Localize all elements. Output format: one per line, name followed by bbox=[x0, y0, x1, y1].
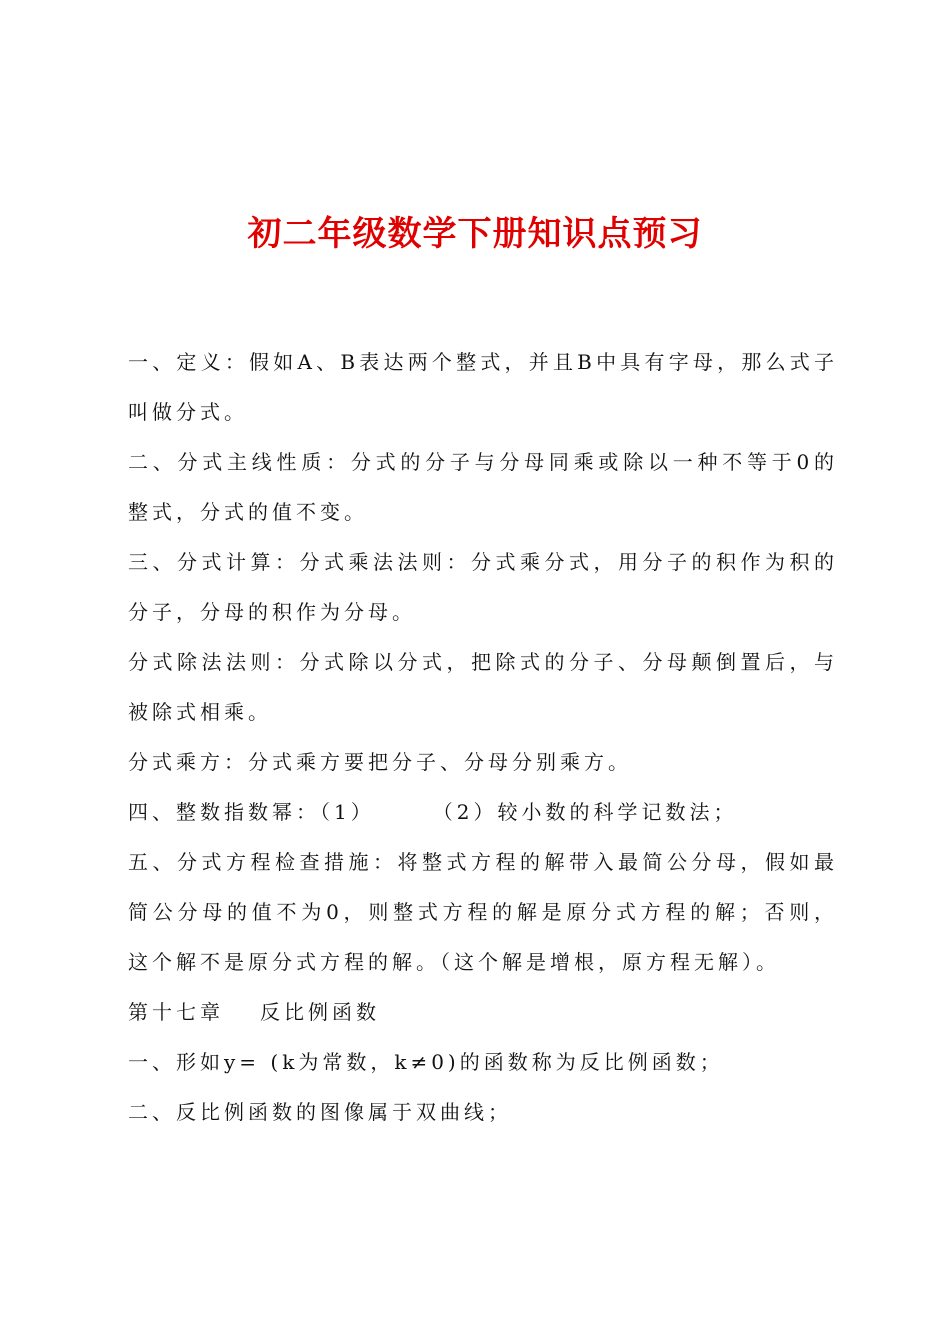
paragraph-fraction-definition: 一、定义：假如A、B表达两个整式，并且B中具有字母，那么式子 叫做分式。 bbox=[128, 350, 838, 424]
paragraph-fraction-multiplication: 三、分式计算：分式乘法法则：分式乘分式，用分子的积作为积的分子，分母的积作为分母。 bbox=[128, 550, 838, 624]
paragraph-fraction-power: 分式乘方：分式乘方要把分子、分母分别乘方。 bbox=[128, 750, 632, 774]
paragraph-fractional-equation-check: 五、分式方程检查措施：将整式方程的解带入最简公分母，假如最简公分母的值不为0，则整式方程的解是原分式方程的解；否则，这个解不是原分式方程的解。（这个解是增根，原方程无解）。 bbox=[128, 850, 838, 974]
paragraph-inverse-function-graph: 二、反比例函数的图像属于双曲线； bbox=[128, 1100, 512, 1124]
integer-exponent-part-1: 四、整数指数幂：（1） bbox=[128, 800, 375, 824]
paragraph-fraction-division: 分式除法法则：分式除以分式，把除式的分子、分母颠倒置后，与被除式相乘。 bbox=[128, 650, 838, 724]
chapter-number: 第十七章 bbox=[128, 1000, 224, 1024]
paragraph-fraction-property: 二、分式主线性质：分式的分子与分母同乘或除以一种不等于0的整式，分式的值不变。 bbox=[128, 450, 838, 524]
document-body bbox=[128, 337, 838, 1137]
paragraph-integer-exponent bbox=[128, 787, 838, 837]
integer-exponent-part-2: （2）较小数的科学记数法； bbox=[432, 800, 738, 824]
paragraph-inverse-function-definition: 一、形如y= (k为常数，k≠0)的函数称为反比例函数； bbox=[128, 1050, 724, 1074]
chapter-heading bbox=[128, 987, 838, 1037]
page-title: 初二年级数学下册知识点预习 bbox=[247, 214, 703, 254]
chapter-title: 反比例函数 bbox=[260, 1000, 380, 1024]
